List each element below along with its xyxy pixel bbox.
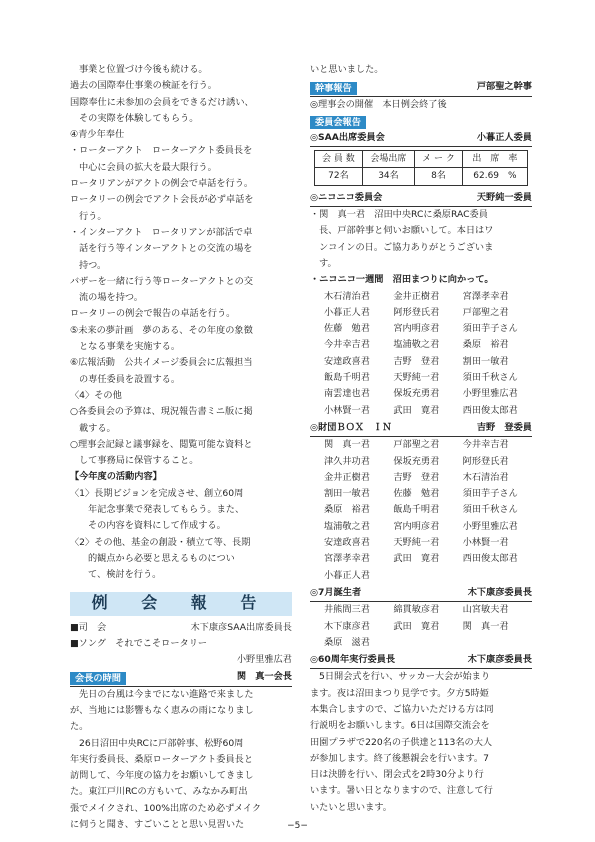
president-text-line: 張でメイクされ、100%出席のため必ずメイク	[70, 802, 262, 814]
member-name: 天野純一君	[393, 537, 440, 549]
continued-line: いと思いました。	[310, 64, 384, 75]
text-line: ⑥広報活動 公共イメージ委員会に広報担当	[70, 357, 253, 369]
sixtieth-person: 木下康彦委員長	[467, 654, 532, 666]
chair-name: 木下康彦SAA出席委員長	[190, 621, 292, 633]
member-name: 吉野 登君	[393, 355, 440, 367]
member-name: 綿貫敏彦君	[393, 604, 440, 616]
member-name: 宮内明彦君	[393, 323, 440, 335]
sixtieth-text-line: いたいと思います。	[310, 801, 392, 813]
member-name: 小暮正人君	[324, 569, 370, 581]
member-name: 須田芋子さん	[462, 488, 518, 500]
member-name: 山宮敏夫君	[462, 604, 509, 616]
member-name: 金井正樹君	[393, 290, 440, 302]
attendance-header-cell: 出 席 率	[462, 151, 527, 168]
attendance-header-cell: 会 員 数	[315, 151, 363, 168]
text-line: その内容を資料にして作成する。	[88, 520, 226, 532]
text-line: て、検討を行う。	[88, 569, 162, 581]
text-line: 話を行う等インターアクトとの交流の場を	[79, 243, 253, 255]
sixtieth-text-line: 田園プラザで220名の子供達と113名の大人	[310, 736, 493, 748]
sixtieth-text-line: 本集合しますので、ご協力いただける方は同	[310, 703, 494, 715]
text-line: ・インターアクト ロータリアンが部活で卓	[70, 226, 253, 238]
attendance-header-row	[315, 151, 528, 168]
birthday-person: 木下康彦委員長	[467, 586, 532, 598]
member-name: 金井正樹君	[324, 471, 370, 483]
text-line: 〈2〉その他、基金の創設・積立て等、長期	[70, 536, 251, 548]
president-name: 関 真一会長	[236, 671, 292, 683]
member-name: 小林賢一君	[462, 537, 509, 549]
sixtieth-text-line: が参加します。終了後懇親会を行います。7	[310, 752, 489, 764]
text-line: その実際を体験してもらう。	[79, 112, 199, 124]
text-line: ロータリアンがアクトの例会で卓話を行う。	[70, 178, 254, 190]
member-name: 戸部聖之君	[393, 439, 440, 451]
member-name: 割田一敏君	[462, 355, 509, 367]
birthday-title: ◎7月誕生者	[310, 586, 362, 598]
text-line: ・ローターアクト ローターアクト委員長を	[70, 145, 253, 157]
text-line: 国際奉仕に未参加の会員をできるだけ誘い、	[70, 96, 254, 108]
member-name: 桑原 裕君	[462, 339, 509, 351]
text-line: 的観点から必要と思えるものについ	[88, 552, 235, 564]
president-text-line: に伺うと聞き、すごいことと思い見習いた	[70, 819, 245, 831]
text-line: 載する。	[79, 422, 116, 434]
foundation-box-title: ◎財団ＢＯＸ ＩＮ	[310, 421, 392, 433]
president-speech	[70, 687, 292, 834]
member-name: 阿形登氏君	[462, 455, 509, 467]
nikoniko-person: 天野純一委員	[476, 191, 532, 203]
sixtieth-text-line: 5日開会式を行い、サッカー大会が始まり	[319, 671, 491, 683]
member-name: 西田俊太郎君	[462, 553, 518, 565]
attendance-header-cell: メ ー ク	[415, 151, 463, 168]
text-line: の専任委員を設置する。	[79, 373, 181, 385]
member-name: 今井幸吉君	[324, 339, 370, 351]
nikoniko-text-line: 長、戸部幹事と伺いお願いして。本日はワ	[319, 225, 494, 237]
text-line: 行う。	[79, 210, 107, 222]
committee-report-tag: 委員会報告	[310, 116, 366, 129]
song-leader-line	[70, 652, 292, 668]
committee-report-header	[310, 113, 532, 129]
member-name: 飯島千明君	[324, 372, 370, 384]
sixtieth-title: ◎60周年実行委員長	[310, 654, 396, 666]
member-name: 関 真一君	[462, 620, 509, 632]
nikoniko-text	[310, 207, 532, 272]
secretary-report-text: ◎理事会の開催 本日例会終了後	[310, 98, 447, 110]
member-name: 塩浦敬之君	[324, 520, 370, 532]
nikoniko-text-line: ・関 真一君 沼田中央RCに桑原RAC委員	[310, 209, 488, 221]
member-name: 阿形登氏君	[393, 306, 440, 318]
member-name: 小暮正人君	[324, 306, 370, 318]
president-text-line: 訪問して、今年度の協力をお願いしてきまし	[70, 770, 254, 782]
sixtieth-header	[310, 651, 532, 669]
member-name: 今井幸吉君	[462, 439, 509, 451]
member-name: 武田 寛君	[393, 620, 440, 632]
member-name: 安達政喜君	[324, 537, 370, 549]
text-line: 中心に会員の拡大を最大限行う。	[79, 161, 217, 173]
text-line: 持つ。	[79, 259, 107, 271]
sixtieth-text-line: 行説明をお願いします。6日は国際交流会を	[310, 720, 490, 732]
member-name: 宮澤孝幸君	[462, 290, 509, 302]
page-number: −5−	[287, 821, 308, 831]
member-name: 須田千秋さん	[462, 504, 518, 516]
attendance-value-cell: 34名	[362, 168, 414, 185]
member-name: 南雲達也君	[324, 388, 370, 400]
member-name: 木石清治君	[324, 290, 370, 302]
member-name: 宮澤孝幸君	[324, 553, 370, 565]
right-column	[310, 62, 532, 816]
text-line: ○各委員会の予算は、現況報告書ミニ版に掲	[70, 406, 253, 418]
member-name: 小野里雅広君	[462, 388, 518, 400]
text-line: 流の場を持つ。	[79, 292, 143, 304]
member-name	[393, 635, 462, 651]
president-text-line: が、当地には影響もなく恵みの雨になりまし	[70, 704, 254, 716]
president-time-tag: 会長の時間	[70, 672, 126, 685]
nikoniko-week: ・ニコニコ一週間 沼田まつりに向かって。	[310, 274, 494, 286]
nikoniko-header	[310, 189, 532, 207]
president-text-line: た。	[70, 721, 89, 733]
sixtieth-text-line: 日は決勝を行い、閉会式を2時30分より行	[310, 769, 484, 781]
secretary-report-tag: 幹事報告	[310, 82, 357, 95]
member-name: 天野純一君	[393, 372, 440, 384]
text-line: して事務局に保管すること。	[79, 455, 199, 467]
saa-person: 小暮正人委員	[476, 131, 532, 143]
member-name: 桑原 裕君	[324, 504, 370, 516]
secretary-name: 戸部聖之幹事	[476, 81, 532, 93]
saa-header	[310, 129, 532, 147]
left-column	[70, 62, 292, 833]
member-name	[463, 635, 532, 651]
member-name	[393, 568, 462, 584]
sixtieth-text-line: います。暑い日となりますので、注意して行	[310, 785, 493, 797]
text-line: 過去の国際奉仕事業の検証を行う。	[70, 80, 217, 92]
member-name: 安達政喜君	[324, 355, 370, 367]
saa-title: ◎SAA出席委員会	[310, 131, 385, 143]
president-time-header	[70, 668, 292, 686]
text-line: 事業と位置づけ今後も続ける。	[79, 64, 208, 75]
member-name: 塩浦敬之君	[393, 339, 440, 351]
member-name	[463, 568, 532, 584]
president-text-line: た。東江戸川RCの方もいて、みなかみ町出	[70, 786, 248, 798]
member-name: 宮内明彦君	[393, 520, 440, 532]
nikoniko-title: ◎ニコニコ委員会	[310, 191, 383, 203]
president-text-line: 先日の台風は今までにない進路で来ました	[79, 688, 254, 700]
meeting-report-banner: 例 会 報 告	[70, 592, 292, 616]
president-text-line: 年実行委員長、桑原ローターアクト委員長と	[70, 753, 254, 765]
song-leader-name: 小野里雅広君	[236, 654, 292, 666]
attendance-header-cell: 会場出席	[362, 151, 414, 168]
president-text-line: 26日沼田中央RCに戸部幹事、松野60周	[79, 737, 244, 749]
member-name: 武田 寛君	[393, 404, 440, 416]
text-line: ロータリーの例会で報告の卓話を行う。	[70, 308, 236, 320]
text-line: 年記念事業で発表してもらう。また、	[88, 504, 245, 516]
member-name: 西田俊太郎君	[462, 404, 518, 416]
nikoniko-text-line: ンコインの日。ご協力ありがとうございま	[319, 241, 494, 253]
member-name: 小野里雅広君	[462, 520, 518, 532]
text-line: となる事業を実施する。	[79, 341, 181, 353]
secretary-report-header	[310, 78, 532, 96]
left-text-block	[70, 62, 292, 584]
member-name: 割田一敏君	[324, 488, 370, 500]
birthday-name-list	[310, 602, 532, 651]
chair-line	[70, 620, 292, 636]
member-name: 小林賢一君	[324, 404, 370, 416]
text-line: ⑤未来の夢計画 夢のある、その年度の象徴	[70, 324, 253, 336]
member-name: 佐藤 勉君	[324, 323, 370, 335]
birthday-header	[310, 584, 532, 602]
attendance-value-cell: 72名	[315, 168, 363, 185]
text-line: ○理事会記録と議事録を、閲覧可能な資料と	[70, 438, 253, 450]
member-name: 須田千秋さん	[462, 372, 518, 384]
attendance-value-cell: 8名	[415, 168, 463, 185]
text-line: ロータリーの例会でアクト会長が必ず卓話を	[70, 194, 254, 206]
member-name: 飯島千明君	[393, 504, 440, 516]
member-name: 須田芋子さん	[462, 323, 518, 335]
member-name: 武田 寛君	[393, 553, 440, 565]
attendance-value-cell: 62.69 %	[462, 168, 527, 185]
text-line: 【今年度の活動内容】	[70, 471, 162, 483]
attendance-value-row	[315, 168, 528, 185]
member-name: 吉野 登君	[393, 471, 440, 483]
song-line: ■ソング それでこそロータリー	[70, 637, 208, 649]
member-name: 木下康彦君	[324, 620, 370, 632]
foundation-box-name-list	[310, 437, 532, 584]
text-line: 〈1〉長期ビジョンを完成させ、創立60周	[70, 487, 244, 499]
text-line: バザーを一緒に行う等ローターアクトとの交	[70, 275, 254, 287]
member-name: 保坂充勇君	[393, 455, 440, 467]
chair-label: ■司 会	[70, 621, 107, 633]
text-line: ④青少年奉仕	[70, 129, 125, 141]
nikoniko-name-list	[310, 289, 532, 419]
member-name: 関 真一君	[324, 439, 370, 451]
sixtieth-text	[310, 669, 532, 816]
member-name: 木石清治君	[462, 471, 509, 483]
attendance-table	[314, 150, 528, 186]
member-name: 津久井功君	[324, 455, 370, 467]
member-name: 佐藤 勉君	[393, 488, 440, 500]
foundation-box-person: 吉野 登委員	[476, 421, 532, 433]
foundation-box-header	[310, 419, 532, 437]
member-name: 井熊間三君	[324, 604, 370, 616]
member-name: 戸部聖之君	[462, 306, 509, 318]
sixtieth-text-line: ます。夜は沼田まつり見学です。夕方5時姫	[310, 687, 489, 699]
text-line: 〈4〉その他	[70, 389, 122, 401]
member-name: 保坂充勇君	[393, 388, 440, 400]
member-name: 桑原 滋君	[324, 636, 370, 648]
nikoniko-text-line: す。	[319, 257, 337, 269]
